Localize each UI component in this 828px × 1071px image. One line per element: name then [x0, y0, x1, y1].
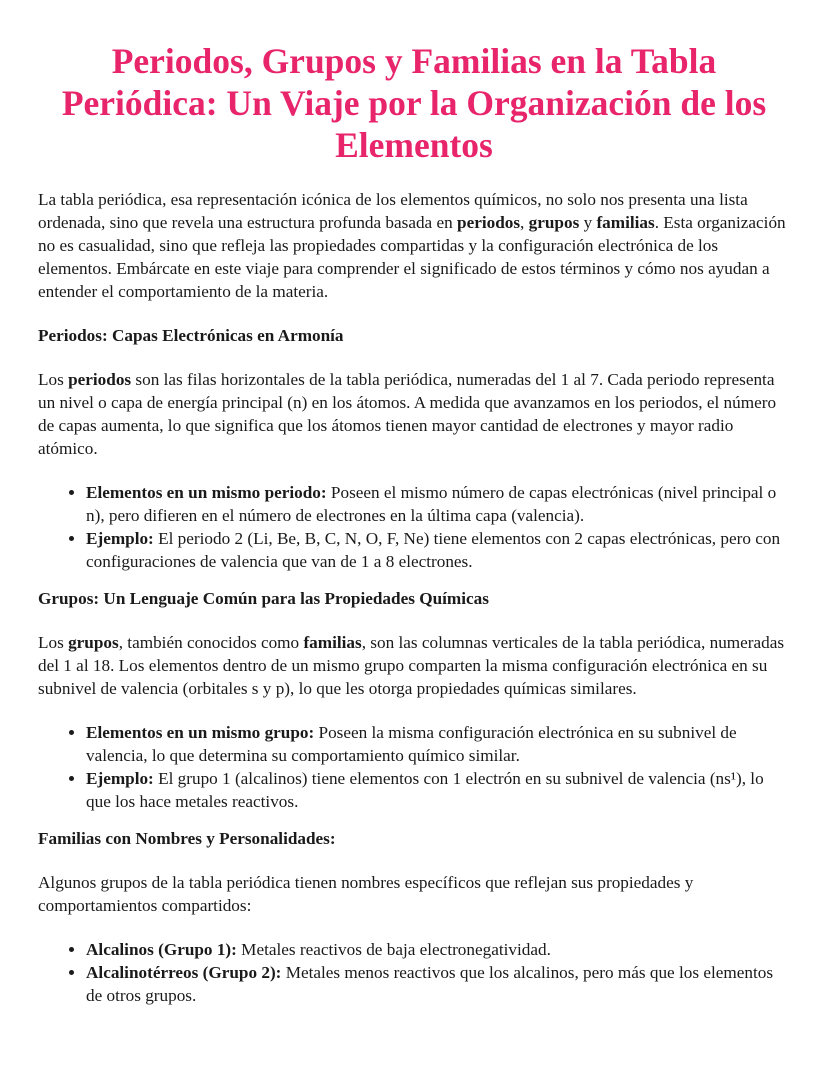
intro-bold-periodos: periodos [457, 213, 521, 232]
list-item-label: Alcalinotérreos (Grupo 2): [86, 963, 282, 982]
periodos-bold-term: periodos [68, 370, 132, 389]
section-heading-periodos: Periodos: Capas Electrónicas en Armonía [38, 326, 344, 345]
periodos-text-1: Los [38, 370, 69, 389]
list-item-text: Poseen la misma configuración electrónica en su subnivel de valencia, lo que determina su comportamiento químico similar. [86, 723, 737, 765]
grupos-paragraph [38, 631, 790, 700]
grupos-bold-term: grupos [68, 633, 119, 652]
list-item-label: Ejemplo: [86, 769, 154, 788]
intro-text-3: y [579, 213, 597, 232]
grupos-text-2: , también conocidos como [118, 633, 304, 652]
list-item-text: Metales menos reactivos que los alcalinos, pero más que los elementos de otros grupos. [86, 963, 774, 1005]
list-item-label: Alcalinos (Grupo 1): [86, 940, 237, 959]
periodos-list [38, 481, 790, 573]
list-item [86, 938, 790, 961]
familias-list [38, 938, 790, 1007]
periodos-text-2: son las filas horizontales de la tabla periódica, numeradas del 1 al 7. Cada periodo representa un nivel o capa de energía principal (n) en los átomos. A medida que avanzamos en los periodos, el número de capas aumenta, lo que significa que los átomos tienen mayor cantidad de electrones y mayor radio atómico. [38, 370, 777, 458]
list-item [86, 527, 790, 573]
grupos-bold-familias: familias [303, 633, 362, 652]
grupos-text-3: , son las columnas verticales de la tabla periódica, numeradas del 1 al 18. Los elementos dentro de un mismo grupo comparten la misma configuración electrónica en su subnivel de valencia (orbitales s y p), lo que les otorga propiedades químicas similares. [38, 633, 785, 698]
list-item-text: Metales reactivos de baja electronegatividad. [236, 940, 551, 959]
intro-paragraph [38, 188, 790, 303]
list-item [86, 961, 790, 1007]
list-item [86, 481, 790, 527]
list-item-label: Elementos en un mismo grupo: [86, 723, 315, 742]
intro-bold-grupos: grupos [528, 213, 580, 232]
list-item-label: Elementos en un mismo periodo: [86, 483, 327, 502]
familias-paragraph: Algunos grupos de la tabla periódica tienen nombres específicos que reflejan sus propiedades y comportamientos compartidos: [38, 873, 694, 915]
intro-text-2: , [520, 213, 529, 232]
list-item-text: El periodo 2 (Li, Be, B, C, N, O, F, Ne) tiene elementos con 2 capas electrónicas, pero con configuraciones de valencia que van de 1 a 8 electrones. [86, 529, 781, 571]
section-heading-grupos: Grupos: Un Lenguaje Común para las Propiedades Químicas [38, 589, 489, 608]
intro-bold-familias: familias [596, 213, 655, 232]
grupos-text-1: Los [38, 633, 69, 652]
grupos-list [38, 721, 790, 813]
list-item-text: Poseen el mismo número de capas electrónicas (nivel principal o n), pero difieren en el número de electrones en la última capa (valencia). [86, 483, 777, 525]
list-item [86, 767, 790, 813]
page-title: Periodos, Grupos y Familias en la Tabla Periódica: Un Viaje por la Organización de los Elementos [61, 41, 767, 165]
intro-text-1: La tabla periódica, esa representación icónica de los elementos químicos, no solo nos presenta una lista ordenada, sino que revela una estructura profunda basada en [38, 190, 748, 232]
intro-text-4: . Esta organización no es casualidad, sino que refleja las propiedades compartidas y la configuración electrónica de los elementos. Embárcate en este viaje para comprender el significado de estos términos y cómo nos ayudan a entender el comportamiento de la materia. [38, 213, 786, 301]
list-item-label: Ejemplo: [86, 529, 154, 548]
list-item-text: El grupo 1 (alcalinos) tiene elementos con 1 electrón en su subnivel de valencia (ns¹), lo que los hace metales reactivos. [86, 769, 764, 811]
list-item [86, 721, 790, 767]
periodos-paragraph [38, 368, 790, 460]
section-heading-familias: Familias con Nombres y Personalidades: [38, 829, 336, 848]
